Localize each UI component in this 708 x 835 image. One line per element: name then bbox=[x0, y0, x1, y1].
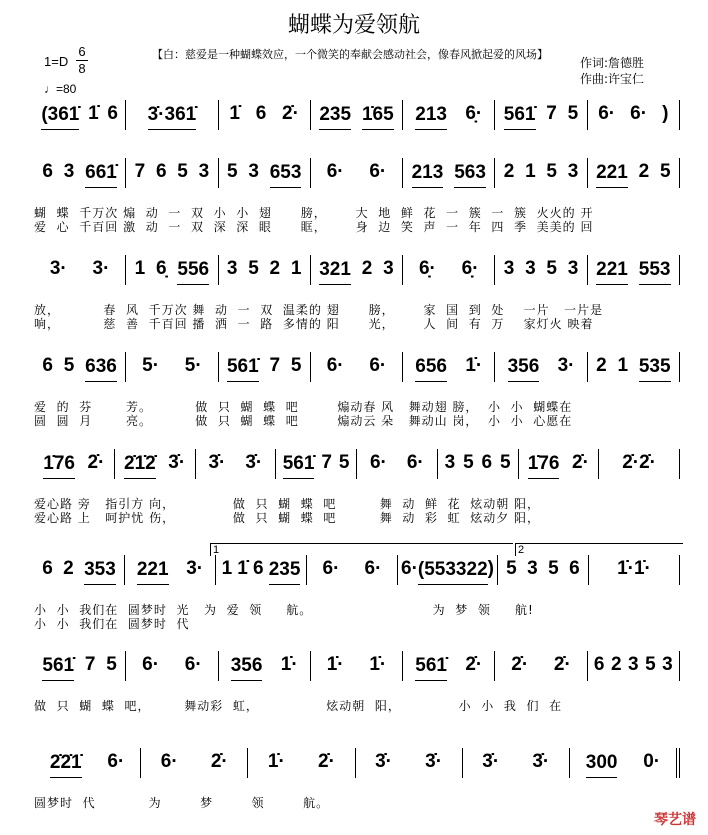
note: 561̇ bbox=[504, 104, 536, 130]
music-line bbox=[34, 651, 680, 681]
measure bbox=[495, 100, 587, 130]
note: 2̇1̇2̇ bbox=[124, 453, 156, 479]
note: 2̇· bbox=[465, 654, 483, 675]
measure bbox=[588, 352, 680, 382]
note: 3 bbox=[525, 258, 536, 279]
measure bbox=[248, 748, 355, 778]
note: 3̇· bbox=[532, 751, 550, 772]
note: 3 bbox=[248, 161, 259, 182]
note: 213 bbox=[415, 104, 447, 130]
note: 1̇·1̇· bbox=[617, 558, 651, 579]
note: 2 bbox=[638, 161, 650, 182]
note: 1̇· bbox=[280, 654, 298, 675]
note: 3 bbox=[662, 654, 673, 675]
music-line bbox=[34, 158, 680, 188]
measure bbox=[219, 352, 311, 382]
measure bbox=[357, 449, 438, 479]
note: 5· bbox=[142, 355, 160, 376]
note: ) bbox=[662, 103, 669, 124]
quarter-note-icon: ♩ bbox=[44, 82, 56, 96]
note: 300 bbox=[586, 752, 618, 778]
measure bbox=[403, 651, 495, 681]
note: 3̇·361̇ bbox=[148, 104, 197, 130]
measure bbox=[588, 100, 680, 130]
note: 3 bbox=[567, 161, 579, 182]
spoken-intro: 【白：慈爱是一种蝴蝶效应，一个微笑的奉献会感动社会，像春风掀起爱的风场】 bbox=[152, 48, 548, 61]
measure bbox=[311, 352, 403, 382]
note: 6 bbox=[155, 161, 167, 182]
note: 7 bbox=[546, 103, 557, 124]
measure bbox=[519, 449, 600, 479]
note: 1̇· bbox=[267, 751, 285, 772]
note: 356 bbox=[231, 655, 263, 681]
note: 6· bbox=[322, 558, 340, 579]
note: 6 bbox=[253, 558, 264, 579]
lyric-line: 响， 慈 善 千百回 播 洒 一 路 多情的 阳 光， 人 间 有 万 家灯火 映着 bbox=[34, 317, 594, 331]
note: 5 bbox=[463, 452, 474, 473]
measure bbox=[126, 651, 218, 681]
note: 235 bbox=[269, 559, 301, 585]
note: 2̇2̇1̇ bbox=[50, 752, 82, 778]
note: 656 bbox=[415, 356, 447, 382]
note: 6 bbox=[593, 654, 605, 675]
composer: 作曲:许宝仁 bbox=[580, 72, 645, 86]
note: 221 bbox=[137, 559, 169, 585]
note: 3̇· bbox=[482, 751, 500, 772]
note: 6̣· bbox=[461, 258, 479, 279]
note: 3 bbox=[198, 161, 210, 182]
measure bbox=[219, 158, 311, 188]
note: 2̇· bbox=[511, 654, 529, 675]
music-line bbox=[34, 555, 680, 585]
note: 2 bbox=[269, 258, 281, 279]
note: 5· bbox=[184, 355, 202, 376]
song-title: 蝴蝶为爱领航 bbox=[287, 13, 420, 38]
note: 6· bbox=[107, 751, 125, 772]
note: 3 bbox=[567, 258, 579, 279]
note: 221 bbox=[596, 259, 628, 285]
note: 6 bbox=[481, 452, 493, 473]
note: 6· bbox=[401, 558, 418, 579]
note: 535 bbox=[639, 356, 671, 382]
measure bbox=[219, 100, 311, 130]
measure bbox=[495, 255, 587, 285]
measure bbox=[216, 555, 307, 585]
note: 6 bbox=[569, 558, 580, 579]
lyric-line: 圆 圆 月 亮。 做 只 蝴 蝶 吧 煽动云 朵 舞动山 岗， 小 小 心愿在 bbox=[34, 414, 573, 428]
note: 561̇ bbox=[42, 655, 74, 681]
measure bbox=[403, 255, 495, 285]
note: 356 bbox=[508, 356, 540, 382]
note: 5 bbox=[548, 558, 559, 579]
note: 6̣· bbox=[418, 258, 436, 279]
note: 556 bbox=[177, 259, 209, 285]
measure bbox=[141, 748, 248, 778]
note: (553322 bbox=[418, 559, 488, 585]
measure bbox=[34, 748, 141, 778]
note: 561̇ bbox=[227, 356, 259, 382]
measure bbox=[311, 255, 403, 285]
measure bbox=[588, 651, 680, 681]
measure bbox=[589, 555, 680, 585]
note: 5 bbox=[645, 654, 656, 675]
note: 7 bbox=[84, 654, 96, 675]
note: 1 bbox=[617, 355, 629, 376]
note: 1̇65 bbox=[362, 104, 394, 130]
note: 6̣· bbox=[465, 103, 483, 124]
note: 1 bbox=[290, 258, 302, 279]
measure bbox=[34, 158, 126, 188]
note: 1̇· bbox=[326, 654, 344, 675]
note: 2̇· bbox=[282, 103, 299, 124]
measure bbox=[125, 555, 216, 585]
measure bbox=[34, 555, 125, 585]
measure bbox=[311, 158, 403, 188]
note: 1̇ bbox=[88, 103, 99, 124]
note: 6· bbox=[364, 558, 382, 579]
note: 3 bbox=[503, 258, 515, 279]
note: 2̇·2̇· bbox=[622, 452, 657, 473]
measure bbox=[126, 255, 218, 285]
note: 213 bbox=[412, 162, 444, 188]
measure bbox=[126, 100, 218, 130]
measure bbox=[276, 449, 357, 479]
measure bbox=[34, 651, 126, 681]
note: 3 bbox=[63, 161, 75, 182]
site-logo: 琴艺谱 bbox=[654, 812, 696, 828]
note: 6· bbox=[369, 452, 387, 473]
note: 6· bbox=[326, 161, 344, 182]
note: 5 bbox=[506, 558, 517, 579]
note: 2 bbox=[610, 654, 622, 675]
lyric-line: 爱 心 千百回 激 动 一 双 深 深 眼 眶， 身 边 笑 声 一 年 四 季 美美的 回 bbox=[34, 220, 594, 234]
note: 6 bbox=[42, 558, 53, 579]
note: 2 bbox=[596, 355, 607, 376]
music-line bbox=[34, 255, 680, 285]
measure bbox=[311, 100, 403, 130]
note: 2̇· bbox=[572, 452, 589, 473]
note: 561̇ bbox=[283, 453, 315, 479]
lyric-line: 蝴 蝶 千万次 煽 动 一 双 小 小 翅 膀， 大 地 鲜 花 一 簇 一 簇 火火的 开 bbox=[34, 206, 594, 220]
note: 1̇76 bbox=[43, 453, 75, 479]
note: 235 bbox=[319, 104, 351, 130]
note: 6· bbox=[142, 654, 160, 675]
lyric-line: 小 小 我们在 圆梦时 光 为 爱 领 航。 为 梦 领 航! bbox=[34, 603, 534, 617]
note: 3̇· bbox=[375, 751, 392, 772]
note: 353 bbox=[84, 559, 116, 585]
note: 3̇· bbox=[168, 452, 186, 473]
note: 636 bbox=[85, 356, 117, 382]
note: 563 bbox=[454, 162, 486, 188]
lyricist: 作词:詹德胜 bbox=[580, 56, 645, 70]
measure bbox=[126, 158, 218, 188]
note: 5 bbox=[546, 161, 557, 182]
measure bbox=[115, 449, 196, 479]
note: 2 bbox=[63, 558, 74, 579]
note: 5 bbox=[546, 258, 557, 279]
time-signature bbox=[76, 44, 88, 77]
note: 1 bbox=[221, 558, 233, 579]
lyric-line: 小 小 我们在 圆梦时 代 bbox=[34, 617, 190, 631]
measure bbox=[311, 651, 403, 681]
note: 6· bbox=[326, 355, 344, 376]
note: 1 bbox=[134, 258, 146, 279]
measure bbox=[196, 449, 277, 479]
note: 5 bbox=[226, 161, 238, 182]
note: 3 bbox=[527, 558, 538, 579]
note: 7 bbox=[269, 355, 281, 376]
note: 1 bbox=[525, 161, 536, 182]
note: 6 bbox=[42, 161, 53, 182]
note: 5 bbox=[338, 452, 350, 473]
volta-bracket: 2 bbox=[515, 543, 683, 556]
note: 6· bbox=[406, 452, 424, 473]
time-bottom: 8 bbox=[78, 61, 86, 76]
measure bbox=[34, 449, 115, 479]
note: 221 bbox=[596, 162, 628, 188]
note: 661̇ bbox=[85, 162, 117, 188]
note: 3 bbox=[226, 258, 238, 279]
measure bbox=[403, 100, 495, 130]
note: 3· bbox=[557, 355, 575, 376]
note: 6 bbox=[255, 103, 267, 124]
note: 2̇· bbox=[87, 452, 105, 473]
measure bbox=[398, 555, 498, 585]
note: 3̇· bbox=[245, 452, 263, 473]
measure bbox=[498, 555, 589, 585]
measure bbox=[219, 255, 311, 285]
note: 1̇ bbox=[229, 103, 240, 124]
note: 6· bbox=[184, 654, 202, 675]
lyric-line: 爱心路 上 呵护忧 伤， 做 只 蝴 蝶 吧 舞 动 彩 虹 炫动夕 阳， bbox=[34, 511, 541, 525]
lyric-line: 爱心路 旁 指引方 向， 做 只 蝴 蝶 吧 舞 动 鲜 花 炫动朝 阳， bbox=[34, 497, 541, 511]
note: 5 bbox=[659, 161, 671, 182]
note: 5 bbox=[567, 103, 579, 124]
music-line bbox=[34, 748, 680, 778]
tempo-value: =80 bbox=[56, 82, 77, 96]
note: 7 bbox=[134, 161, 146, 182]
note: 5 bbox=[106, 654, 117, 675]
note: (361̇ bbox=[41, 104, 79, 130]
measure bbox=[356, 748, 463, 778]
measure bbox=[403, 352, 495, 382]
note: 6· bbox=[369, 355, 387, 376]
music-line bbox=[34, 100, 680, 130]
note: 7 bbox=[321, 452, 332, 473]
lyric-line: 放， 春 风 千万次 舞 动 一 双 温柔的 翅 膀， 家 国 到 处 一片 一片是 bbox=[34, 303, 604, 317]
note: 2̇· bbox=[553, 654, 571, 675]
measure bbox=[570, 748, 680, 778]
note: 2̇· bbox=[210, 751, 228, 772]
measure bbox=[495, 651, 587, 681]
note: 3̇· bbox=[425, 751, 443, 772]
measure bbox=[34, 100, 126, 130]
note: 1̇76 bbox=[528, 453, 560, 479]
note: 321 bbox=[319, 259, 351, 285]
note: 3· bbox=[92, 258, 110, 279]
note: 6· bbox=[369, 161, 387, 182]
lyric-line: 做 只 蝴 蝶 吧， 舞动彩 虹， 炫动朝 阳， 小 小 我 们 在 bbox=[34, 699, 563, 713]
measure bbox=[403, 158, 495, 188]
key-signature: 1=D bbox=[44, 54, 69, 69]
note: 3 bbox=[444, 452, 456, 473]
note: 5 bbox=[290, 355, 302, 376]
measure bbox=[495, 352, 587, 382]
measure bbox=[34, 255, 126, 285]
measure bbox=[463, 748, 570, 778]
measure bbox=[438, 449, 519, 479]
measure bbox=[34, 352, 126, 382]
note: 3̇· bbox=[208, 452, 226, 473]
note: 3· bbox=[186, 558, 204, 579]
note: 6 bbox=[107, 103, 118, 124]
note: 0· bbox=[643, 751, 661, 772]
note: 1̇· bbox=[369, 654, 387, 675]
lyric-line: 爱 的 芬 芳。 做 只 蝴 蝶 吧 煽动春 风 舞动翅 膀， 小 小 蝴蝶在 bbox=[34, 400, 573, 414]
note: 5 bbox=[177, 161, 188, 182]
note: 2 bbox=[361, 258, 373, 279]
volta-bracket: 1 bbox=[210, 543, 513, 556]
measure bbox=[219, 651, 311, 681]
note: 6· bbox=[630, 103, 648, 124]
lyric-line: 圆梦时 代 为 梦 领 航。 bbox=[34, 796, 330, 810]
note: 2 bbox=[503, 161, 515, 182]
measure bbox=[126, 352, 218, 382]
note: 3· bbox=[49, 258, 67, 279]
measure bbox=[588, 255, 680, 285]
measure bbox=[588, 158, 680, 188]
note: 6· bbox=[160, 751, 178, 772]
measure bbox=[495, 158, 587, 188]
measure bbox=[599, 449, 680, 479]
note: 2̇· bbox=[318, 751, 335, 772]
tempo-mark bbox=[44, 82, 76, 96]
note: 3 bbox=[383, 258, 394, 279]
note: 561̇ bbox=[415, 655, 447, 681]
music-line bbox=[34, 449, 680, 479]
note: 553 bbox=[639, 259, 671, 285]
note: 5 bbox=[63, 355, 75, 376]
note: 6̣ bbox=[156, 258, 167, 279]
measure bbox=[307, 555, 398, 585]
time-top: 6 bbox=[78, 44, 86, 59]
note: 1̇ bbox=[237, 558, 248, 579]
note: 1̇· bbox=[465, 355, 483, 376]
note: 6· bbox=[598, 103, 616, 124]
note: 3 bbox=[628, 654, 639, 675]
note: 653 bbox=[270, 162, 302, 188]
note: 5 bbox=[248, 258, 259, 279]
note: 6 bbox=[42, 355, 53, 376]
note: 5 bbox=[499, 452, 511, 473]
music-line bbox=[34, 352, 680, 382]
note: ) bbox=[487, 558, 494, 579]
